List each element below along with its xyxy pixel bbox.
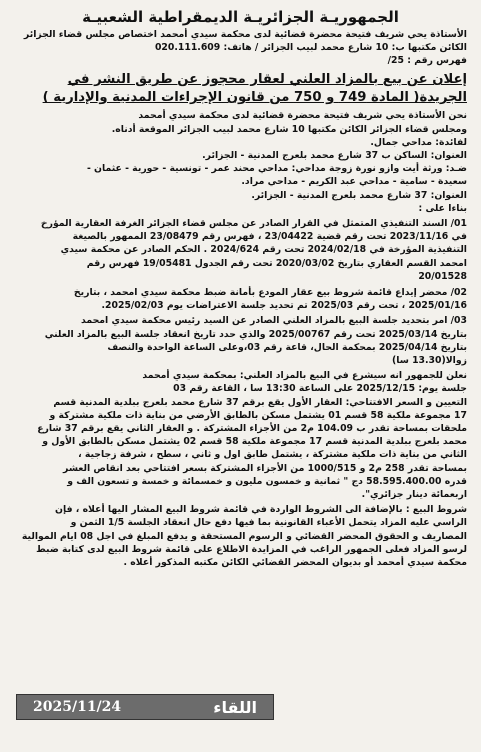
terms-line3: المصاريف و الحقوق المحضر القضائي و الرسوم المستحقة و يدفع المبلغ في اجل 08 ايام الموالية bbox=[21, 530, 467, 542]
publication-date: 2025/11/24 bbox=[33, 699, 122, 715]
description-line6: بمساحة تقدر 258 م2 و 1000/515 من الأجزاء المشتركة بسعر افتتاحي بعد انقاص العشر bbox=[63, 462, 467, 474]
bailiff-line: الأستاذة يحي شريف فتيحة محضرة قضائية لدى محكمة سيدي أمحمد اختصاص مجلس قضاء الجزائر bbox=[23, 29, 467, 40]
description-line1: التعيين و السعر الافتتاحي: العقار الأول يقع برقم 37 شارع محمد بلعرج ببلدية المدنية قسم bbox=[53, 396, 467, 408]
beneficiary-line: لفائدة: مداحي جمال. bbox=[370, 136, 467, 148]
para01-line3: التنفيذية المؤرخة في 2024/02/18 تحت رقم 2024/624 . الحكم الصادر عن محكمة سيدي bbox=[60, 244, 467, 256]
para01-line5: 20/01528 bbox=[418, 270, 467, 282]
description-line8: اربعمائة دينار جزائري". bbox=[361, 489, 467, 501]
para01-line1: 01/ السند التنفيذي المتمثل في القرار الصادر عن مجلس قضاء الجزائر الغرفة العقارية المؤرخ bbox=[40, 218, 467, 230]
republic-heading: الجمهوريـة الجزائريـة الديمقراطية الشعبيـة bbox=[82, 8, 399, 26]
intro-line1: نحن الأستاذة يحي شريف فتيحة محضرة قضائية لدى محكمة سيدي أمحمد bbox=[138, 110, 467, 122]
terms-line2: الراسي عليه المزاد يتحمل الأعباء القانونية بما فيها دفع حال انعقاد الجلسة 1/5 الثمن و bbox=[70, 517, 467, 529]
based-on-label: بناءا على : bbox=[418, 202, 467, 214]
description-line7: قدره 58.595.400.00 دج " ثمانية و خمسون مليون و خمسمائة و خمسة و تسعون الف و bbox=[67, 475, 467, 487]
description-line4: محمد بلعرج ببلدية المدنية قسم 17 مجموعة ملكية 58 قسم 02 يشتمل مسكن بالطابق الأول و bbox=[42, 436, 467, 448]
intro-line2: ومجلس قضاء الجزائر الكائن مكتبها 10 شارع محمد لبيب الجزائر الموقعة أدناه. bbox=[111, 123, 467, 135]
terms-line1: شروط البيع : بالإضافة الى الشروط الواردة في قائمة شروط البيع المشار اليها أعلاه ، فإن bbox=[55, 504, 467, 516]
para02-line1: 02/ محضر إيداع قائمة شروط بيع عقار المودع بأمانة ضبط محكمة سيدي امحمد ، بتاريخ bbox=[73, 287, 467, 299]
notice-title-line2: الجريدة( المادة 749 و 750 من قانون الإجراءات المدنية والإدارية ) bbox=[42, 90, 467, 106]
newspaper-footer bbox=[16, 694, 274, 720]
address2-line: العنوان: 37 شارع محمد بلعرج المدنية - الجزائر. bbox=[251, 189, 467, 201]
index-line: فهرس رقم : 25/ bbox=[387, 54, 467, 66]
against-line1: ضـد: ورثة أيت وازو نورة زوجة مداحي: مداحي محند عمر - تونسية - حورية - عثمان - bbox=[86, 163, 467, 175]
terms-line4: لرسو المزاد فعلى الجمهور الراغب في المزايدة الاطلاع على قائمة شروط البيع لدى كتابة ضبط bbox=[36, 543, 467, 555]
description-line5: الثاني من بناية ذات ملكية مشتركة ، يشتمل طابق اول و ثاني ، سطح ، شرفة زجاجية ، bbox=[78, 449, 467, 461]
notice-title-line1: إعلان عن بيع بالمزاد العلني لعقار محجوز عن طريق النشر في bbox=[67, 72, 467, 88]
notice-line1: نعلن للجمهور انه سيشرع في البيع بالمزاد العلني: بمحكمة سيدي أمحمد bbox=[142, 370, 467, 382]
para03-line4: زوالا(13.30 سا) bbox=[391, 355, 467, 367]
address1-line: العنوان: الساكن ب 37 شارع محمد بلعرج المدنية - الجزائر. bbox=[202, 150, 467, 161]
para03-line2: بتاريخ 2025/03/14 تحت رقم 2025/00767 والذي حدد تاريخ انعقاد جلسة البيع بالمزاد العلني bbox=[44, 328, 467, 340]
newspaper-brand: اللقاء bbox=[213, 697, 257, 717]
para02-line2: 2025/01/16 ، تحت رقم 2025/03 تم تحديد جلسة الاعتراضات يوم 2025/02/03. bbox=[101, 300, 467, 312]
para03-line1: 03/ امر بتحديد جلسة البيع بالمزاد العلني الصادر عن السيد رئيس محكمة سيدي امحمد bbox=[80, 315, 467, 327]
description-line2: 17 مجموعة ملكية 58 قسم 01 يشتمل مسكن بالطابق الأرضي من بناية ذات ملكية مشتركة و bbox=[49, 409, 467, 421]
against-line2: سعيدة - سامية - مداحي عبد الكريم - مداحي مراد. bbox=[241, 176, 467, 188]
para01-line4: امحمد القسم العقاري بتاريخ 2020/03/02 تحت رقم الجدول 19/05481 فهرس رقم bbox=[86, 257, 467, 269]
para03-line3: بتاريخ 2025/04/14 بمحكمة الحال، قاعة رقم 03،وعلى الساعة الواحدة والنصف bbox=[107, 341, 467, 353]
office-line: الكائن مكتبها ب: 10 شارع محمد لبيب الجزائر / هاتف: 020.111.609 bbox=[154, 41, 467, 53]
description-line3: ملحقات بمساحة تقدر ب 104.09 م2 من الأجزاء المشتركة . و العقار الثاني يقع برقم 37 شارع bbox=[37, 423, 467, 435]
notice-line2: جلسة يوم: 2025/12/15 على الساعة 13:30 سا ، القاعة رقم 03 bbox=[173, 383, 467, 395]
terms-line5: محكمة سيدي أمحمد أو بديوان المحضر القضائي الكائن مكتبه المذكور أعلاه . bbox=[123, 557, 467, 569]
para01-line2: في 2023/11/16 تحت رقم قضية 23/04422 ، فهرس رقم 23/08479 الممهور بالصيغة bbox=[72, 231, 467, 243]
